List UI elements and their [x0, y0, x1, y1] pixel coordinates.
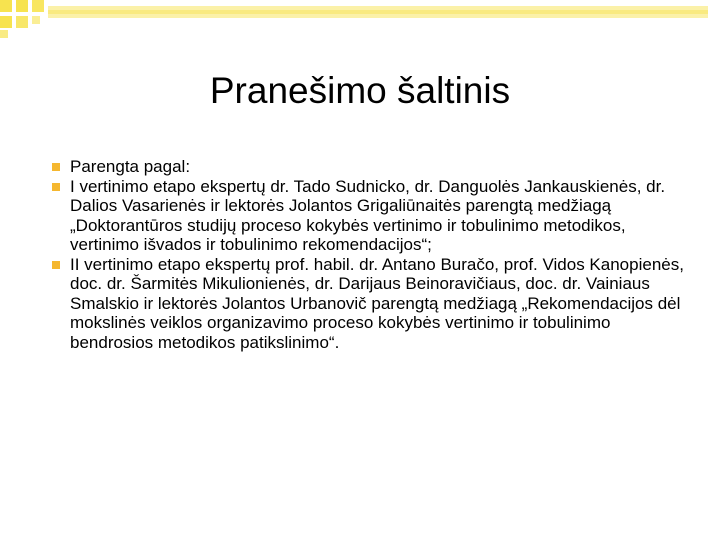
- bullet-list: [52, 157, 692, 352]
- decorative-header-pattern: [0, 0, 720, 40]
- square-bullet-icon: [52, 183, 60, 191]
- square-bullet-icon: [52, 163, 60, 171]
- bullet-item-prepared-by: [52, 157, 692, 177]
- bullet-text: II vertinimo etapo ekspertų prof. habil. dr. Antano Buračo, prof. Vidos Kanopienės, doc. dr. Šarmitės Mikulionienės, dr. Darijaus Beinoravičiaus, doc. dr. Vainiaus Smalskio ir lektorės Jolantos Urbanovič parengtą medžiagą „Rekomendacijos dėl mokslinės veiklos organizavimo proceso kokybės vertinimo ir tobulinimo bendrosios metodikos patikslinimo“.: [70, 254, 684, 352]
- bullet-text: I vertinimo etapo ekspertų dr. Tado Sudnicko, dr. Danguolės Jankauskienės, dr. Dalios Vasarienės ir lektorės Jolantos Grigaliūnaitės parengtą medžiagą „Doktorantūros studijų proceso kokybės vertinimo ir tobulinimo metodikos, vertinimo išvados ir tobulinimo rekomendacijos“;: [70, 176, 666, 254]
- bullet-item-stage-two: [52, 255, 692, 353]
- slide-title: Pranešimo šaltinis: [209, 70, 511, 111]
- square-bullet-icon: [52, 261, 60, 269]
- bullet-item-stage-one: [52, 177, 692, 255]
- bullet-text: Parengta pagal:: [70, 157, 191, 176]
